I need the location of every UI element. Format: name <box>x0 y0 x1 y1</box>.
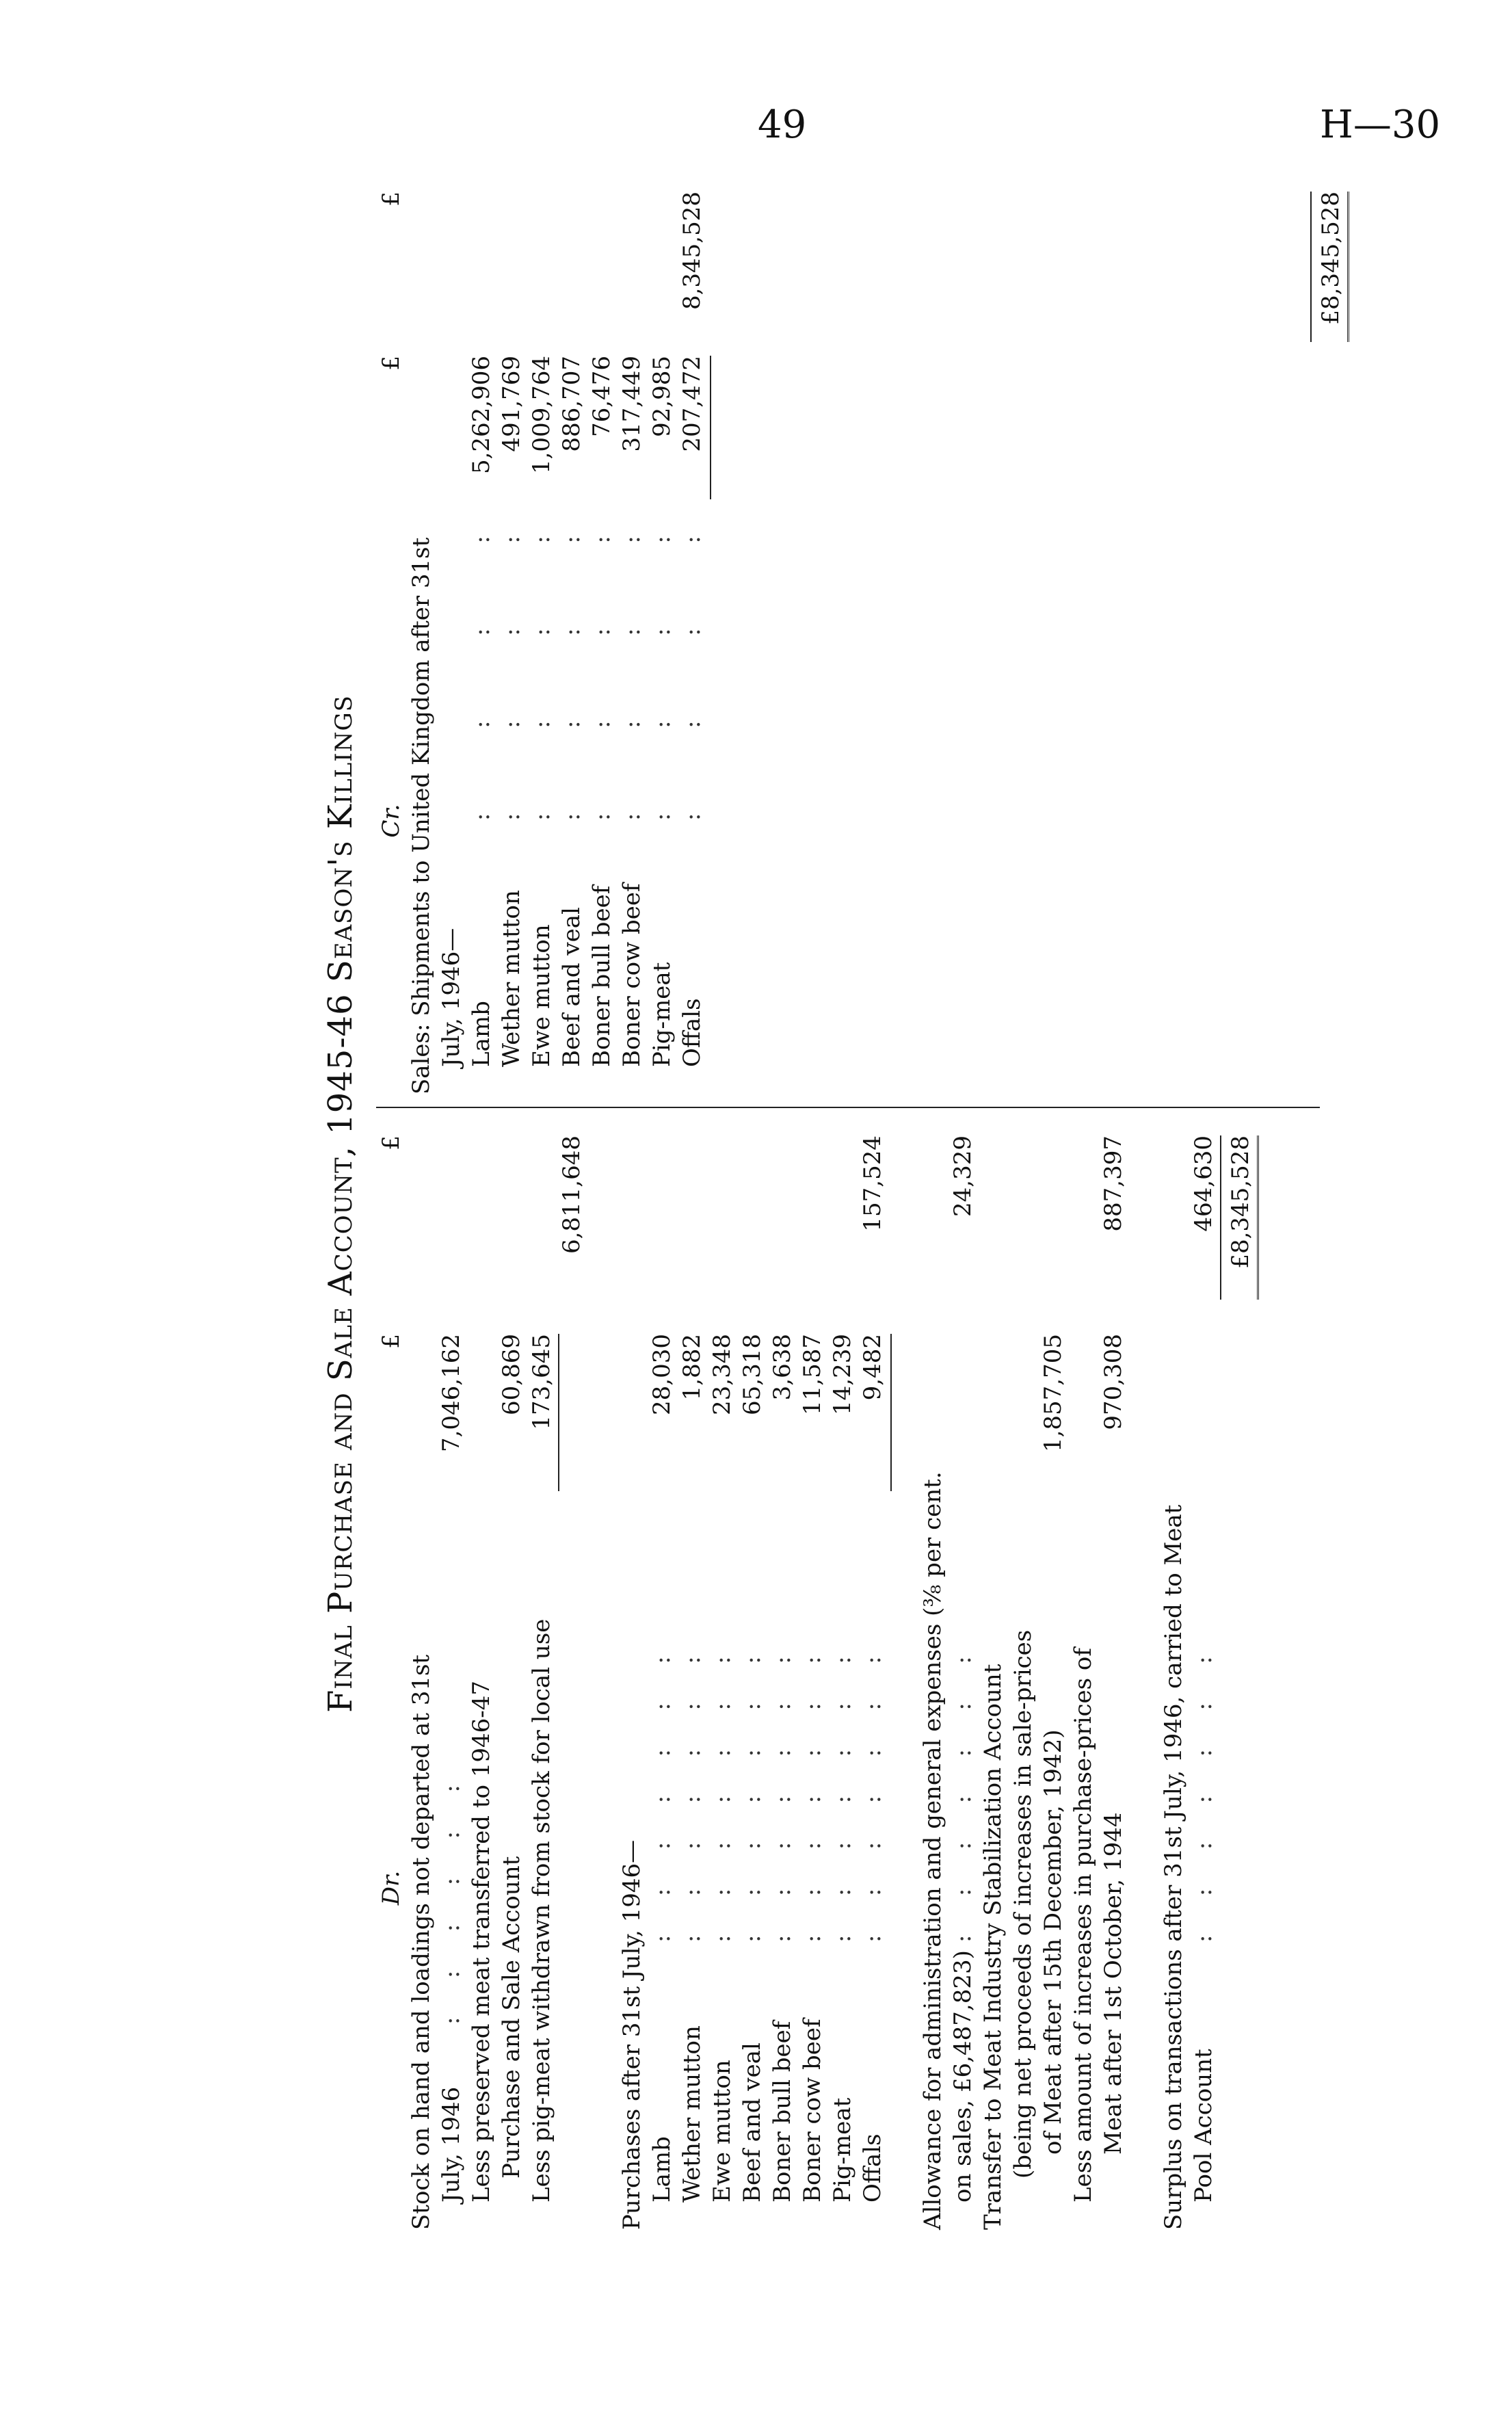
sale-row <box>557 178 587 1094</box>
less-preserved-label-2: Purchase and Sale Account <box>498 1856 525 2179</box>
purchase-label: Offals <box>859 2133 886 2203</box>
transfer-label-2: (being net proceeds of increases in sale-prices <box>1009 1629 1037 2179</box>
debit-column <box>376 1122 1254 2230</box>
spacer <box>918 178 948 1094</box>
less-increase-label-1: Less amount of increases in purchase-prices of <box>1070 1648 1097 2203</box>
spacer <box>1008 178 1038 1094</box>
stock-amount: 7,046,162 <box>438 1334 465 1453</box>
spacer <box>978 178 1008 1094</box>
leader-dots: : : : : : : : <box>769 1652 796 1943</box>
total-double-rule <box>1257 1135 1259 1300</box>
sale-amount: 76,476 <box>588 356 615 437</box>
sale-label: Beef and veal <box>558 907 585 1067</box>
purchase-label: Ewe mutton <box>708 2060 736 2203</box>
purchase-amount: 1,882 <box>678 1334 706 1401</box>
purchase-amount: 14,239 <box>829 1334 856 1415</box>
page-number: 49 <box>758 103 807 147</box>
sale-label: Pig-meat <box>648 962 676 1067</box>
sale-label: Boner cow beef <box>618 883 646 1067</box>
sale-amount: 317,449 <box>618 356 646 452</box>
transfer-row-3 <box>1038 1122 1068 2230</box>
leader-dots: : : : : : : : <box>859 1652 886 1943</box>
less-increase-row-2 <box>1098 1122 1128 2230</box>
sale-label: Wether mutton <box>498 890 525 1067</box>
spacer <box>767 178 797 1094</box>
leader-dots: : : : : <box>648 531 676 821</box>
surplus-row-2 <box>1189 1122 1219 2230</box>
sale-amount: 491,769 <box>498 356 525 452</box>
stock-net-amount: 6,811,648 <box>558 1135 585 1254</box>
purchase-label: Boner bull beef <box>769 2021 796 2203</box>
allowance-label-2: on sales, £6,487,823) <box>949 1950 977 2203</box>
spacer <box>1098 178 1128 1094</box>
sale-label: Lamb <box>468 1001 495 1067</box>
sale-row <box>496 178 527 1094</box>
surplus-label-2: Pool Account <box>1190 2049 1217 2203</box>
leader-dots: : : : : <box>618 531 646 821</box>
sales-row-1 <box>406 178 436 1094</box>
leader-dots: : : : : : : : <box>949 1652 977 1943</box>
purchase-row <box>858 1122 888 2230</box>
debit-side-label: Dr. <box>377 1870 405 1906</box>
sales-row-2 <box>436 178 466 1094</box>
transfer-label-1: Transfer to Meat Industry Stabilization Account <box>979 1664 1007 2230</box>
less-preserved-row-2 <box>496 1122 527 2230</box>
debit-total-row <box>1219 1122 1254 2230</box>
allowance-label-1: Allowance for administration and general expenses (⅜ per cent. <box>919 1471 946 2230</box>
allowance-amount: 24,329 <box>949 1135 977 1217</box>
total-rule <box>1310 192 1312 342</box>
less-increase-amount: 970,308 <box>1100 1334 1127 1430</box>
purchase-amount: 9,482 <box>859 1334 886 1401</box>
credit-header-row <box>376 178 406 1094</box>
less-pigmeat-row <box>527 1122 557 2230</box>
less-preserved-amount: 60,869 <box>498 1334 525 1415</box>
debit-header-row <box>376 1122 406 2230</box>
leader-dots: : : : : <box>588 531 615 821</box>
leader-dots: : : : : : : : <box>708 1652 736 1943</box>
spacer <box>1128 1122 1158 2230</box>
credit-column <box>376 178 1344 1094</box>
debit-currency-2: £ <box>377 1135 405 1151</box>
debit-grand-total: £8,345,528 <box>1227 1135 1254 1269</box>
account-sheet <box>321 178 1347 2230</box>
spacer <box>888 178 918 1094</box>
spacer <box>737 178 767 1094</box>
leader-dots: : : : : : : : <box>829 1652 856 1943</box>
document-reference: H—30 <box>1320 103 1441 147</box>
purchase-amount: 65,318 <box>739 1334 766 1415</box>
leader-dots: : : : : : : : <box>739 1652 766 1943</box>
spacer <box>707 178 737 1094</box>
transfer-label-3: of Meat after 15th December, 1942) <box>1039 1729 1067 2155</box>
purchase-amount: 28,030 <box>648 1334 676 1415</box>
account-title: Final Purchase and Sale Account, 1945-46 Season's Killings <box>321 695 360 1713</box>
allowance-row-1 <box>918 1122 948 2230</box>
spacer <box>1219 178 1249 1094</box>
leader-dots: : : : : <box>468 531 495 821</box>
credit-total-row <box>1309 178 1344 1094</box>
sale-row <box>527 178 557 1094</box>
leader-dots: : : : : : : : <box>648 1652 676 1943</box>
purchase-row <box>827 1122 858 2230</box>
stock-net-row <box>557 1122 587 2230</box>
purchase-label: Boner cow beef <box>799 2019 826 2203</box>
stock-label-2: July, 1946 <box>438 2086 465 2203</box>
leader-dots: : : : : : : <box>438 1780 465 2025</box>
purchase-row <box>737 1122 767 2230</box>
less-preserved-row-1 <box>466 1122 496 2230</box>
transfer-amount: 1,857,705 <box>1039 1334 1067 1453</box>
less-pigmeat-label: Less pig-meat withdrawn from stock for local use <box>528 1618 555 2203</box>
stock-label-1: Stock on hand and loadings not departed at 31st <box>408 1654 435 2230</box>
credit-currency-1: £ <box>377 356 405 371</box>
sale-row <box>466 178 496 1094</box>
sale-amount: 1,009,764 <box>528 356 555 475</box>
sale-row <box>587 178 617 1094</box>
sale-row <box>677 178 707 1094</box>
purchases-heading: Purchases after 31st July, 1946— <box>618 1839 646 2230</box>
leader-dots: : : : : : : : <box>1190 1652 1217 1943</box>
spacer <box>1068 178 1098 1094</box>
sales-label-2: July, 1946— <box>438 928 465 1067</box>
purchase-amount: 3,638 <box>769 1334 796 1401</box>
sale-amount: 92,985 <box>648 356 676 437</box>
purchase-row <box>797 1122 827 2230</box>
leader-dots: : : : : <box>498 531 525 821</box>
surplus-label-1: Surplus on transactions after 31st July, 1946, carried to Meat <box>1160 1504 1187 2230</box>
leader-dots: : : : : : : : <box>678 1652 706 1943</box>
purchase-label: Lamb <box>648 2136 676 2203</box>
total-double-rule <box>1347 192 1349 342</box>
less-increase-row-1 <box>1068 1122 1098 2230</box>
surplus-row-1 <box>1158 1122 1189 2230</box>
less-increase-label-2: Meat after 1st October, 1944 <box>1100 1812 1127 2155</box>
leader-dots: : : : : <box>558 531 585 821</box>
spacer <box>827 178 858 1094</box>
credit-currency-2: £ <box>377 192 405 207</box>
transfer-net-amount: 887,397 <box>1100 1135 1127 1232</box>
total-rule <box>1220 1135 1221 1300</box>
purchase-amount: 23,348 <box>708 1334 736 1415</box>
sale-label: Ewe mutton <box>528 924 555 1067</box>
spacer <box>858 178 888 1094</box>
purchase-row <box>677 1122 707 2230</box>
purchase-label: Pig-meat <box>829 2097 856 2203</box>
sale-label: Boner bull beef <box>588 885 615 1067</box>
spacer <box>1128 178 1158 1094</box>
spacer <box>948 178 978 1094</box>
purchase-amount: 11,587 <box>799 1334 826 1415</box>
sales-total: 8,345,528 <box>678 192 706 311</box>
sale-amount: 886,707 <box>558 356 585 452</box>
sale-row <box>647 178 677 1094</box>
leader-dots: : : : : <box>528 531 555 821</box>
spacer <box>587 1122 617 2230</box>
sale-row <box>617 178 647 1094</box>
spacer <box>1158 178 1189 1094</box>
debit-currency-1: £ <box>377 1334 405 1349</box>
purchase-row <box>707 1122 737 2230</box>
surplus-amount: 464,630 <box>1190 1135 1217 1232</box>
purchase-label: Wether mutton <box>678 2025 706 2203</box>
allowance-row-2 <box>948 1122 978 2230</box>
spacer <box>1189 178 1219 1094</box>
purchases-heading-row <box>617 1122 647 2230</box>
transfer-row-1 <box>978 1122 1008 2230</box>
spacer <box>888 1122 918 2230</box>
less-preserved-label-1: Less preserved meat transferred to 1946-47 <box>468 1680 495 2203</box>
subtotal-rule <box>558 1334 559 1491</box>
spacer <box>1279 178 1309 1094</box>
spacer <box>1038 178 1068 1094</box>
purchase-label: Beef and veal <box>739 2042 766 2203</box>
transfer-row-2 <box>1008 1122 1038 2230</box>
purchase-row <box>767 1122 797 2230</box>
stock-row-2 <box>436 1122 466 2230</box>
leader-dots: : : : : <box>678 531 706 821</box>
spacer <box>1249 178 1279 1094</box>
stock-row-1 <box>406 1122 436 2230</box>
spacer <box>797 178 827 1094</box>
sale-amount: 207,472 <box>678 356 706 452</box>
subtotal-rule <box>890 1334 892 1491</box>
credit-side-label: Cr. <box>377 804 405 838</box>
subtotal-rule <box>710 356 711 499</box>
less-pigmeat-amount: 173,645 <box>528 1334 555 1430</box>
credit-grand-total: £8,345,528 <box>1317 192 1344 325</box>
leader-dots: : : : : : : : <box>799 1652 826 1943</box>
column-divider <box>376 1107 1320 1108</box>
purchases-total: 157,524 <box>859 1135 886 1232</box>
sales-label-1: Sales: Shipments to United Kingdom after 31st <box>408 537 435 1094</box>
sale-amount: 5,262,906 <box>468 356 495 475</box>
sale-label: Offals <box>678 998 706 1067</box>
purchase-row <box>647 1122 677 2230</box>
